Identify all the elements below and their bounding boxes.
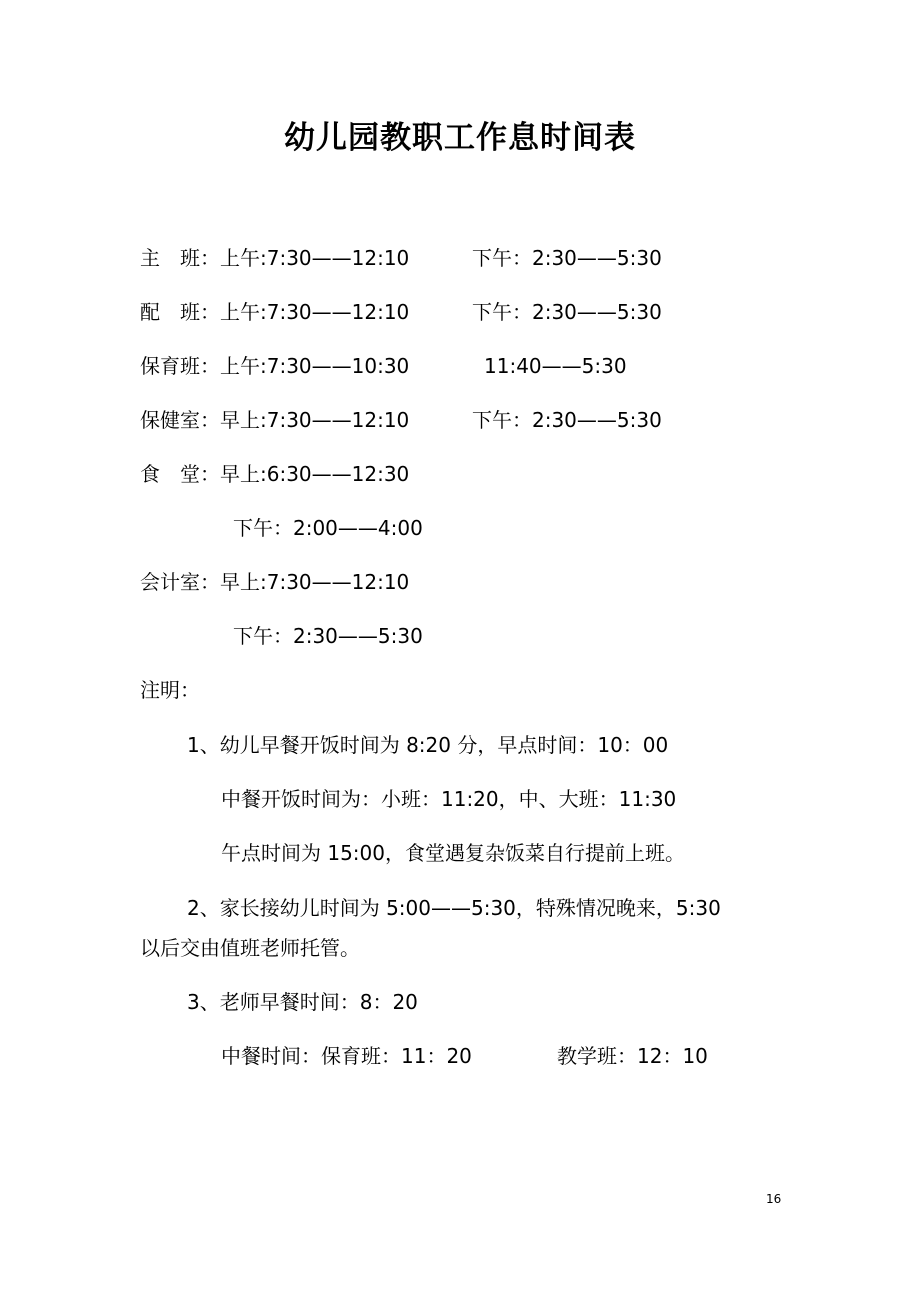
role-label: 保育班： bbox=[140, 354, 220, 378]
role-label: 主 班： bbox=[140, 246, 220, 270]
afternoon-time: 下午：2:30——5:30 bbox=[472, 246, 662, 270]
morning-time: 早上:6:30——12:30 bbox=[220, 462, 410, 486]
role-label: 食 堂： bbox=[140, 462, 220, 486]
morning-time: 上午:7:30——12:10 bbox=[220, 246, 410, 270]
schedule-row-accounting bbox=[140, 568, 409, 596]
afternoon-time: 11:40——5:30 bbox=[484, 354, 627, 378]
page-number: 16 bbox=[766, 1192, 782, 1206]
morning-time: 早上:7:30——12:10 bbox=[220, 408, 410, 432]
schedule-row-canteen bbox=[140, 460, 409, 488]
afternoon-time: 下午：2:00——4:00 bbox=[233, 516, 423, 540]
page-title: 幼儿园教职工作息时间表 bbox=[284, 120, 636, 156]
note-1-line-3: 午点时间为 15:00，食堂遇复杂饭菜自行提前上班。 bbox=[221, 841, 685, 865]
schedule-row-clinic bbox=[140, 406, 409, 434]
note-1-line-2: 中餐开饭时间为：小班：11:20，中、大班：11:30 bbox=[221, 787, 677, 811]
afternoon-time: 下午：2:30——5:30 bbox=[472, 300, 662, 324]
schedule-row-main bbox=[140, 244, 409, 272]
morning-time: 早上:7:30——12:10 bbox=[220, 570, 410, 594]
schedule-row-care bbox=[140, 352, 409, 380]
note-1-line-1: 1、幼儿早餐开饭时间为 8:20 分，早点时间：10：00 bbox=[187, 733, 669, 757]
role-label: 保健室： bbox=[140, 408, 220, 432]
morning-time: 上午:7:30——12:10 bbox=[220, 300, 410, 324]
note-3-line-2: 中餐时间：保育班：11：20 bbox=[221, 1044, 472, 1068]
schedule-row-assistant bbox=[140, 298, 409, 326]
note-2-line-2: 以后交由值班老师托管。 bbox=[140, 936, 360, 960]
role-label: 会计室： bbox=[140, 570, 220, 594]
afternoon-time: 下午：2:30——5:30 bbox=[233, 624, 423, 648]
note-3-line-1: 3、老师早餐时间：8：20 bbox=[187, 990, 418, 1014]
role-label: 配 班： bbox=[140, 300, 220, 324]
note-2-line-1: 2、家长接幼儿时间为 5:00——5:30，特殊情况晚来，5:30 bbox=[187, 896, 721, 920]
note-3-line-2b: 教学班：12：10 bbox=[557, 1044, 708, 1068]
notes-label: 注明： bbox=[140, 678, 200, 702]
morning-time: 上午:7:30——10:30 bbox=[220, 354, 410, 378]
afternoon-time: 下午：2:30——5:30 bbox=[472, 408, 662, 432]
